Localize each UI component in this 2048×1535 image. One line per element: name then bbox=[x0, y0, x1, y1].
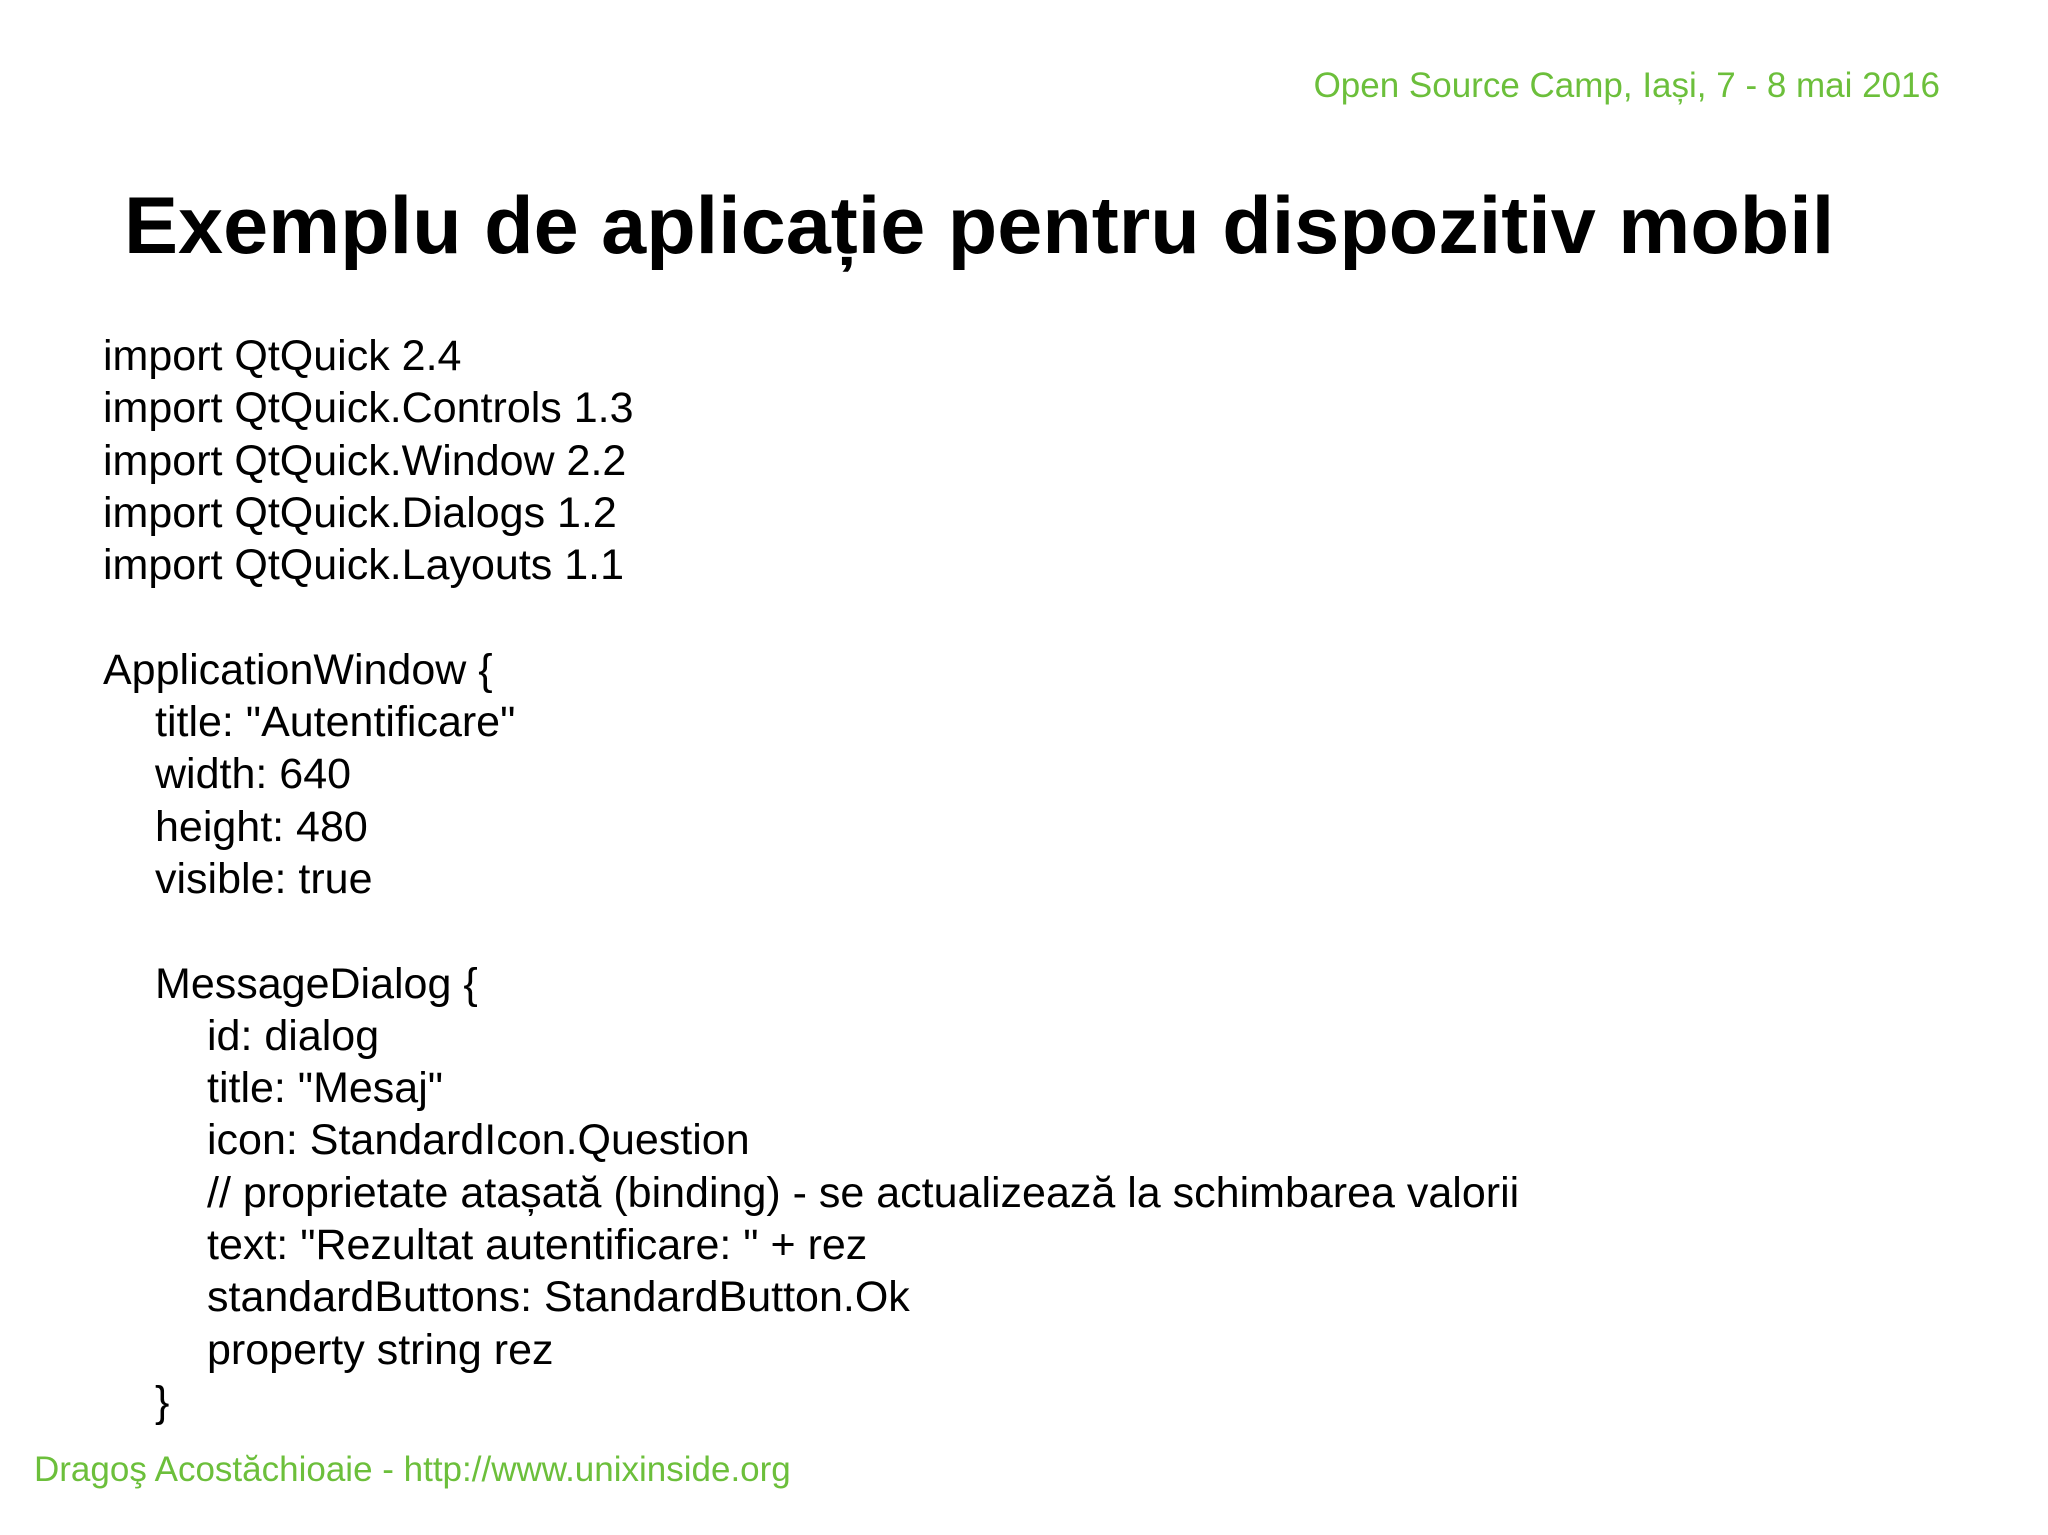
code-line: ApplicationWindow { bbox=[103, 645, 493, 694]
code-block bbox=[103, 330, 1519, 1428]
code-line: import QtQuick.Controls 1.3 bbox=[103, 384, 634, 433]
code-line: id: dialog bbox=[207, 1011, 380, 1060]
code-line: import QtQuick.Layouts 1.1 bbox=[103, 541, 624, 590]
code-line: property string rez bbox=[207, 1325, 554, 1374]
code-line-blank bbox=[103, 591, 1519, 643]
code-line: } bbox=[155, 1377, 170, 1426]
code-line: width: 640 bbox=[155, 750, 352, 799]
code-line-comment: // proprietate atașată (binding) - se actualizează la schimbarea valorii bbox=[207, 1168, 1520, 1217]
code-line: visible: true bbox=[155, 854, 373, 903]
code-line-blank bbox=[103, 905, 1519, 957]
code-line: MessageDialog { bbox=[155, 959, 478, 1008]
code-line: import QtQuick.Dialogs 1.2 bbox=[103, 488, 617, 537]
slide-title: Exemplu de aplicație pentru dispozitiv mobil bbox=[124, 181, 1835, 271]
event-header: Open Source Camp, Iași, 7 - 8 mai 2016 bbox=[1313, 66, 1940, 105]
code-line: icon: StandardIcon.Question bbox=[207, 1116, 750, 1165]
code-line: import QtQuick.Window 2.2 bbox=[103, 436, 627, 485]
code-line: title: "Mesaj" bbox=[207, 1064, 444, 1113]
code-line: text: "Rezultat autentificare: " + rez bbox=[207, 1221, 868, 1270]
author-footer: Dragoş Acostăchioaie - http://www.unixinside.org bbox=[34, 1450, 791, 1489]
code-line: height: 480 bbox=[155, 802, 368, 851]
code-line: title: "Autentificare" bbox=[155, 698, 516, 747]
code-line: import QtQuick 2.4 bbox=[103, 332, 462, 380]
code-line: standardButtons: StandardButton.Ok bbox=[207, 1273, 910, 1322]
